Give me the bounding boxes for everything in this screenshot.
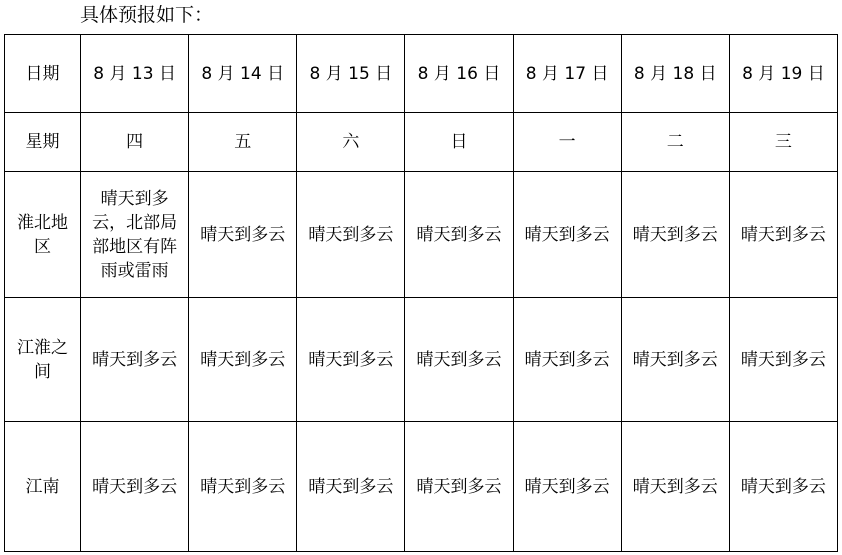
region-row-huaibei — [5, 172, 838, 298]
forecast-cell: 晴天到多云 — [189, 298, 297, 422]
region-row-jiangnan — [5, 422, 838, 552]
weekday-row — [5, 113, 838, 172]
weekday-cell: 日 — [405, 113, 513, 172]
forecast-cell: 晴天到多云 — [297, 172, 405, 298]
forecast-cell: 晴天到多云 — [189, 172, 297, 298]
date-cell: 8 月 16 日 — [405, 35, 513, 113]
forecast-cell: 晴天到多云 — [621, 298, 729, 422]
date-row — [5, 35, 838, 113]
forecast-cell: 晴天到多云 — [513, 298, 621, 422]
forecast-cell: 晴天到多云 — [81, 422, 189, 552]
forecast-cell: 晴天到多云 — [81, 298, 189, 422]
weekday-cell: 五 — [189, 113, 297, 172]
forecast-cell: 晴天到多云 — [189, 422, 297, 552]
date-cell: 8 月 14 日 — [189, 35, 297, 113]
weekday-cell: 二 — [621, 113, 729, 172]
region-row-jianghuai — [5, 298, 838, 422]
row-header-region: 江淮之间 — [5, 298, 81, 422]
forecast-cell: 晴天到多云 — [297, 298, 405, 422]
row-header-region: 淮北地区 — [5, 172, 81, 298]
weekday-cell: 四 — [81, 113, 189, 172]
row-header-weekday: 星期 — [5, 113, 81, 172]
weekday-cell: 三 — [729, 113, 837, 172]
forecast-cell: 晴天到多云 — [621, 422, 729, 552]
forecast-cell: 晴天到多云 — [513, 422, 621, 552]
forecast-cell: 晴天到多云 — [729, 298, 837, 422]
row-header-region: 江南 — [5, 422, 81, 552]
date-cell: 8 月 17 日 — [513, 35, 621, 113]
forecast-table — [4, 34, 838, 552]
weekday-cell: 六 — [297, 113, 405, 172]
forecast-cell: 晴天到多云 — [729, 172, 837, 298]
date-cell: 8 月 19 日 — [729, 35, 837, 113]
forecast-cell: 晴天到多云，北部局部地区有阵雨或雷雨 — [81, 172, 189, 298]
date-cell: 8 月 13 日 — [81, 35, 189, 113]
forecast-cell: 晴天到多云 — [729, 422, 837, 552]
forecast-cell: 晴天到多云 — [405, 172, 513, 298]
row-header-date: 日期 — [5, 35, 81, 113]
forecast-cell: 晴天到多云 — [405, 298, 513, 422]
forecast-cell: 晴天到多云 — [513, 172, 621, 298]
weekday-cell: 一 — [513, 113, 621, 172]
intro-text: 具体预报如下： — [80, 4, 214, 26]
date-cell: 8 月 15 日 — [297, 35, 405, 113]
forecast-cell: 晴天到多云 — [297, 422, 405, 552]
forecast-cell: 晴天到多云 — [405, 422, 513, 552]
forecast-cell: 晴天到多云 — [621, 172, 729, 298]
date-cell: 8 月 18 日 — [621, 35, 729, 113]
